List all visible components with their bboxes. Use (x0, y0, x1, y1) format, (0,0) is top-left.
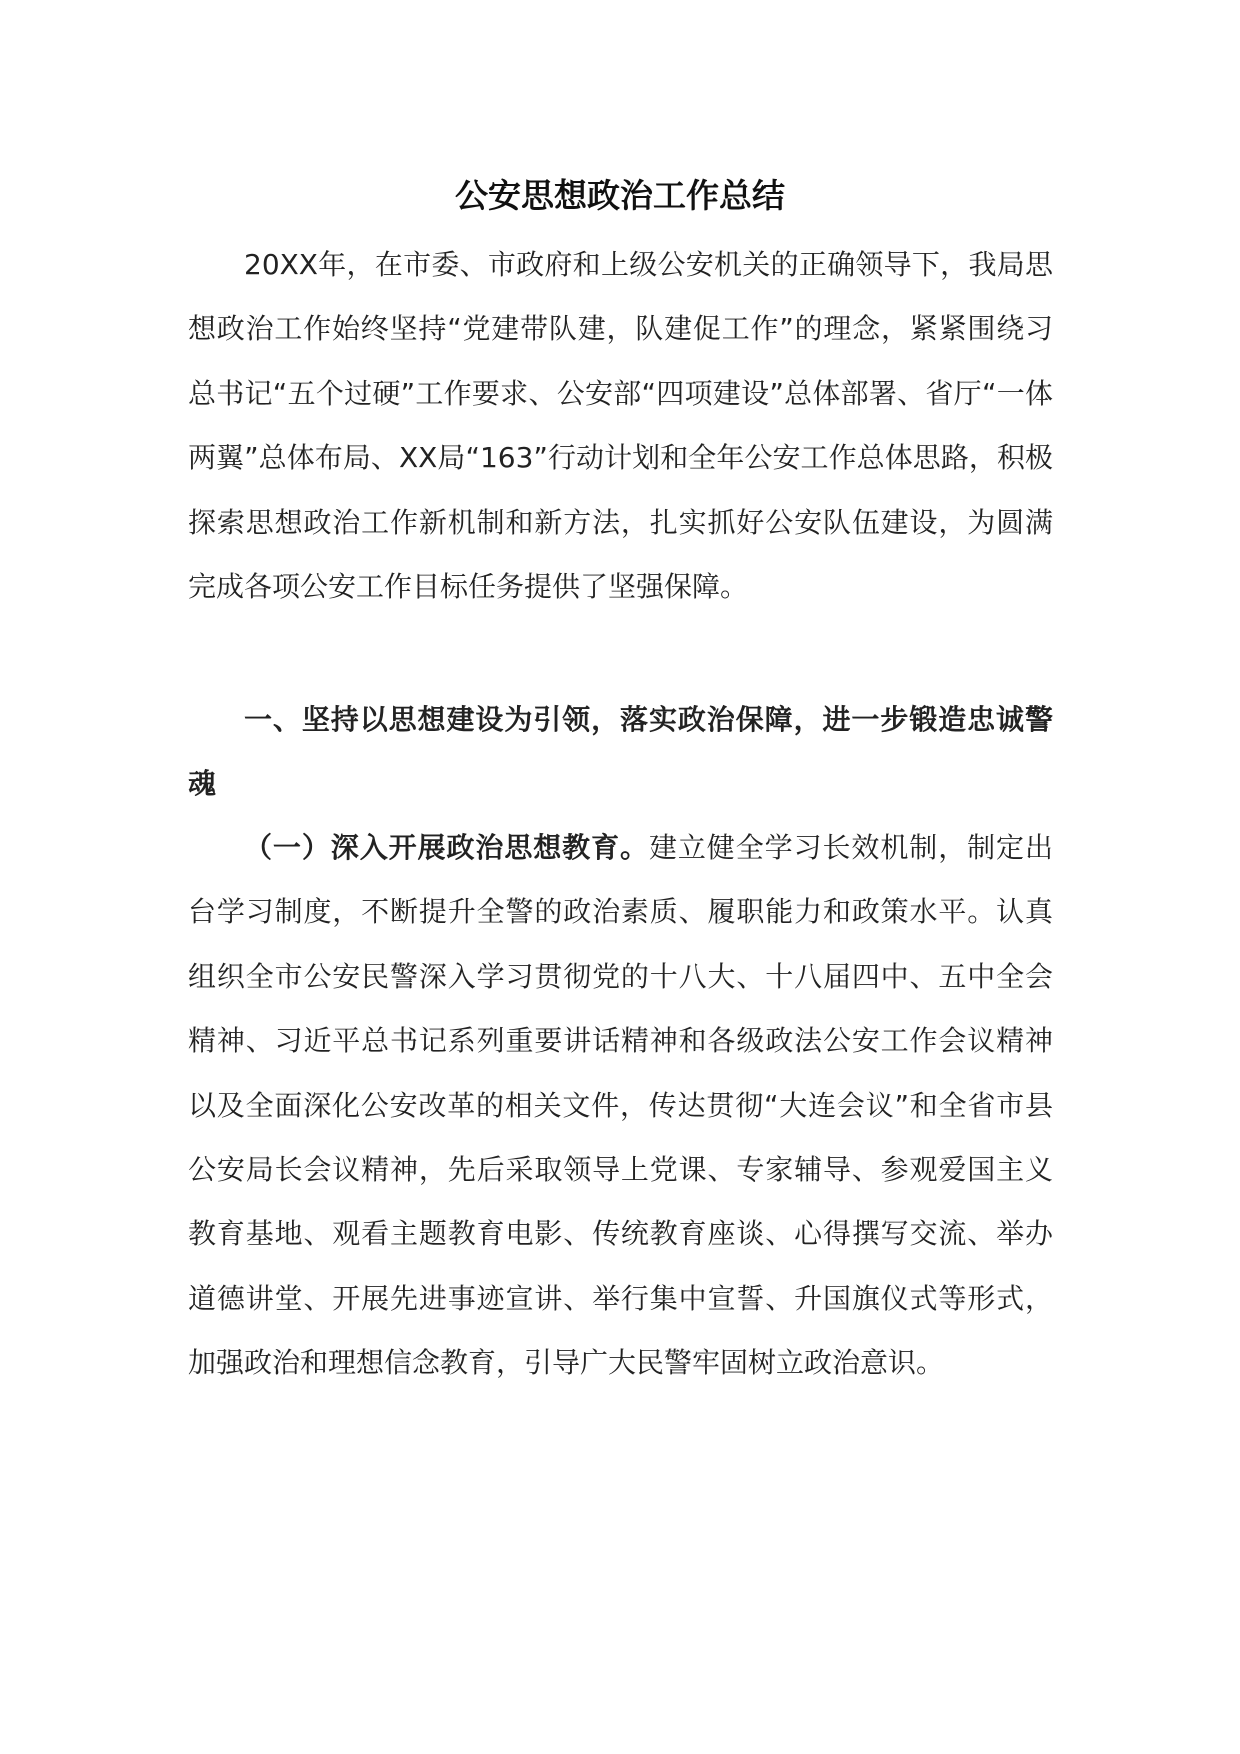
subsection-paragraph (188, 816, 1053, 1396)
subsection-lead: （一）深入开展政治思想教育。 (244, 831, 649, 864)
section-heading: 一、坚持以思想建设为引领，落实政治保障，进一步锻造忠诚警魂 (188, 703, 1053, 801)
subsection-body: 建立健全学习长效机制，制定出台学习制度，不断提升全警的政治素质、履职能力和政策水平。认真组织全市公安民警深入学习贯彻党的十八大、十八届四中、五中全会精神、习近平总书记系列重要讲话精神和各级政法公安工作会议精神以及全面深化公安改革的相关文件，传达贯彻“大连会议”和全省市县公安局长会议精神，先后采取领导上党课、专家辅导、参观爱国主义教育基地、观看主题教育电影、传统教育座谈、心得撰写交流、举办道德讲堂、开展先进事迹宣讲、举行集中宣誓、升国旗仪式等形式，加强政治和理想信念教育，引导广大民警牢固树立政治意识。 (188, 831, 1053, 1380)
document-title: 公安思想政治工作总结 (455, 176, 785, 215)
intro-paragraph: 20XX年，在市委、市政府和上级公安机关的正确领导下，我局思想政治工作始终坚持“党建带队建，队建促工作”的理念，紧紧围绕习总书记“五个过硬”工作要求、公安部“四项建设”总体部署、省厅“一体两翼”总体布局、XX局“163”行动计划和全年公安工作总体思路，积极探索思想政治工作新机制和新方法，扎实抓好公安队伍建设，为圆满完成各项公安工作目标任务提供了坚强保障。 (188, 248, 1053, 604)
